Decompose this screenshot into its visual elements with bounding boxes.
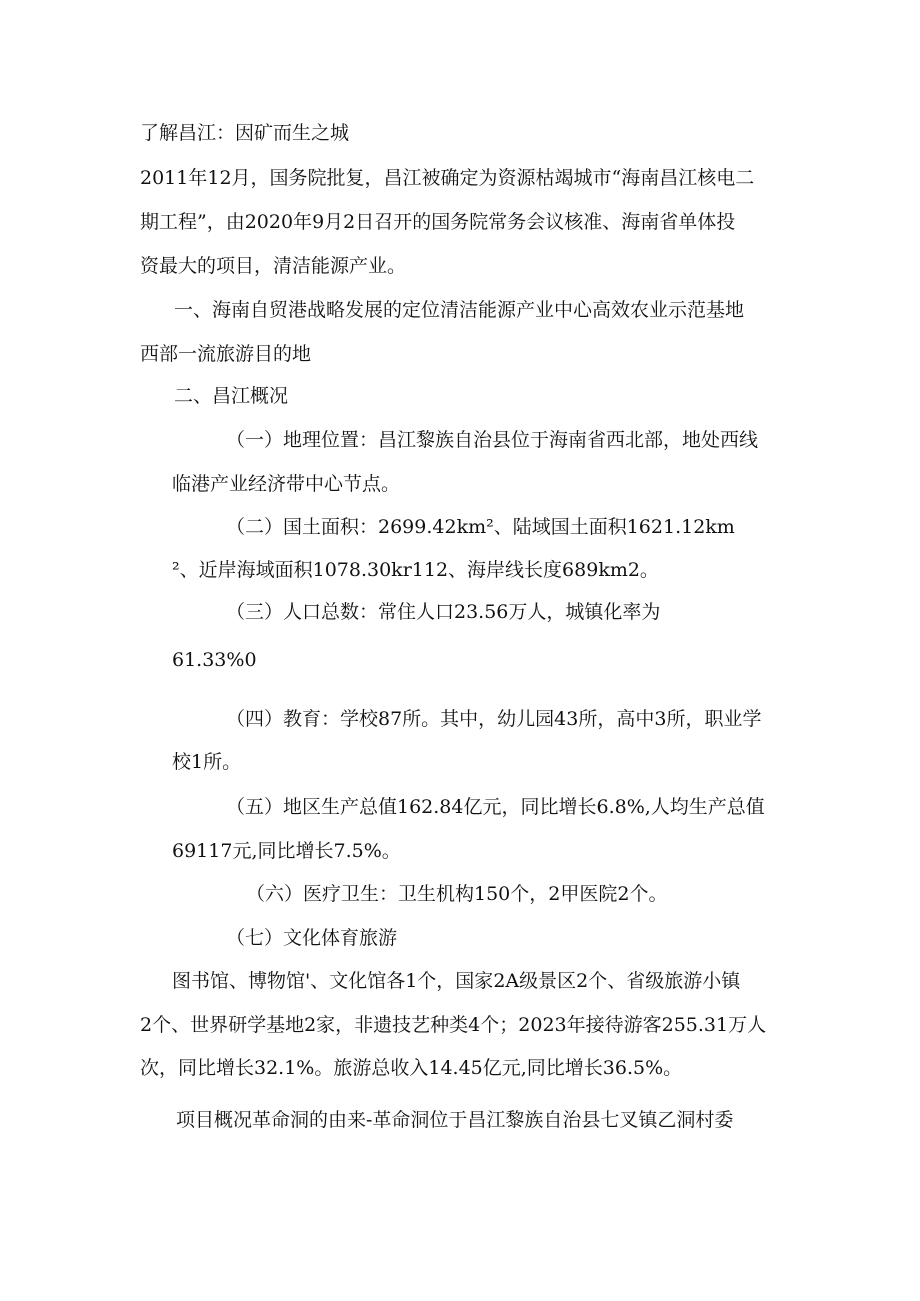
section2-heading: 二、昌江概况 xyxy=(174,385,289,407)
population-line-1: （三）人口总数：常住人口23.56万人，城镇化率为 xyxy=(226,601,661,623)
population-line-2: 61.33%0 xyxy=(172,649,257,671)
education-line-2: 校1所。 xyxy=(172,751,242,773)
intro-line-1: 2011年12月，国务院批复，昌江被确定为资源枯竭城市“海南昌江核电二 xyxy=(140,167,755,189)
gdp-line-2: 69117元,同比增长7.5%。 xyxy=(172,840,401,862)
education-line-1: （四）教育：学校87所。其中，幼儿园43所，高中3所，职业学 xyxy=(226,708,762,730)
tourism-line-2: 2个、世界研学基地2家，非遗技艺种类4个；2023年接待游客255.31万人 xyxy=(140,1014,767,1036)
area-line-1: （二）国土面积：2699.42km²、陆域国土面积1621.12km xyxy=(226,516,735,538)
section1-line-2: 西部一流旅游目的地 xyxy=(140,343,312,365)
tourism-line-3: 次，同比增长32.1%。旅游总收入14.45亿元,同比增长36.5%。 xyxy=(140,1057,683,1079)
gdp-line-1: （五）地区生产总值162.84亿元，同比增长6.8%,人均生产总值 xyxy=(226,796,765,818)
geo-line-2: 临港产业经济带中心节点。 xyxy=(172,473,401,495)
tourism-line-1: 图书馆、博物馆'、文化馆各1个，国家2A级景区2个、省级旅游小镇 xyxy=(172,970,741,992)
geo-line-1: （一）地理位置：昌江黎族自治县位于海南省西北部，地处西线 xyxy=(226,429,759,451)
culture-heading: （七）文化体育旅游 xyxy=(226,927,398,949)
medical-line: （六）医疗卫生：卫生机构150个，2甲医院2个。 xyxy=(246,883,668,905)
project-line: 项目概况革命洞的由来-革命洞位于昌江黎族自治县七叉镇乙洞村委 xyxy=(176,1109,734,1131)
section1-line-1: 一、海南自贸港战略发展的定位清洁能源产业中心高效农业示范基地 xyxy=(174,299,745,321)
intro-line-2: 期工程”，由2020年9月2日召开的国务院常务会议核准、海南省单体投 xyxy=(140,211,736,233)
document-title: 了解昌江：因矿而生之城 xyxy=(140,122,350,144)
area-line-2: ²、近岸海域面积1078.30kr112、海岸线长度689km2。 xyxy=(172,559,659,581)
intro-line-3: 资最大的项目，清洁能源产业。 xyxy=(140,255,407,277)
